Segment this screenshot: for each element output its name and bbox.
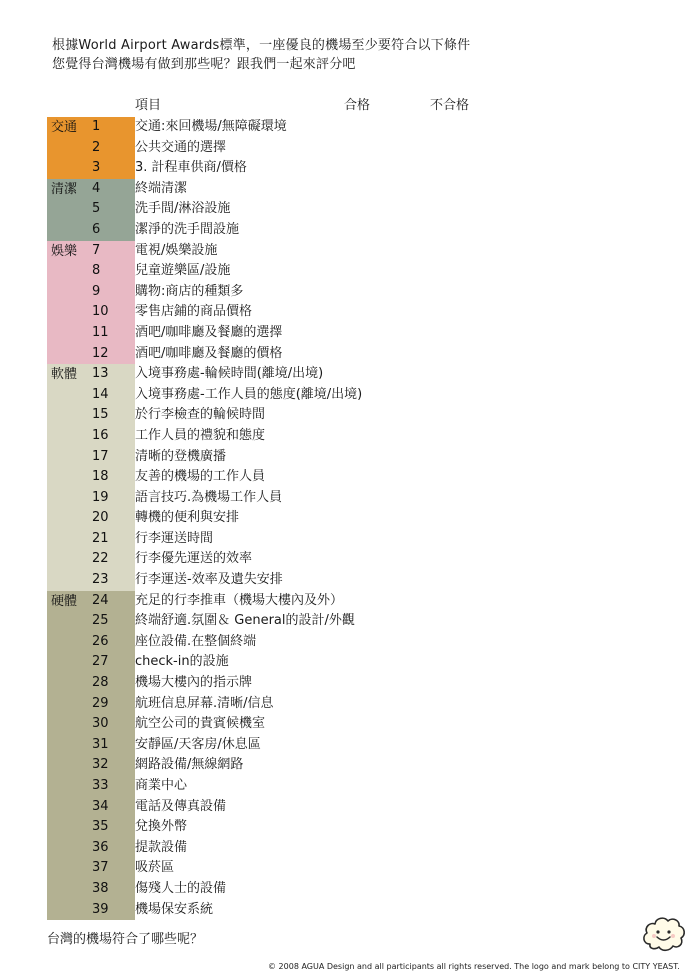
item-column: [135, 364, 607, 591]
category-label: 娛樂: [47, 241, 87, 365]
criteria-item: 商業中心: [135, 778, 188, 793]
criteria-item: 3. 計程車供商/價格: [135, 160, 247, 176]
item-number: 24: [92, 592, 109, 608]
criteria-item: 洗手間/淋浴設施: [135, 201, 231, 217]
header-fail: 不合格: [430, 98, 470, 113]
criteria-item: 工作人員的禮貌和態度: [135, 427, 266, 443]
item-number: 29: [92, 695, 109, 711]
criteria-item: 兌換外幣: [135, 819, 188, 835]
criteria-table: [47, 117, 607, 920]
item-number: 11: [92, 324, 109, 340]
criteria-item: 轉機的便利與安排: [135, 510, 240, 526]
category-label: 交通: [47, 117, 87, 179]
item-number: 32: [92, 757, 109, 773]
item-number: 6: [92, 221, 101, 237]
footer-question: 台灣的機場符合了哪些呢？: [47, 932, 204, 947]
criteria-item: 公共交通的選擇: [135, 139, 227, 155]
item-number: 12: [92, 345, 109, 361]
criteria-item: 終端舒適.氛圍＆ General的設計/外觀: [135, 613, 355, 629]
item-number: 34: [92, 798, 109, 814]
category-group: [47, 241, 607, 365]
item-number: 9: [92, 283, 101, 299]
number-column: [87, 241, 135, 365]
header-item: 項目: [135, 98, 162, 113]
category-group: [47, 179, 607, 241]
criteria-item: 入境事務處-輪候時間(離境/出境): [135, 366, 324, 382]
item-column: [135, 179, 607, 241]
criteria-item: 潔淨的洗手間設施: [135, 221, 240, 237]
criteria-item: 機場保安系統: [135, 901, 214, 917]
item-number: 30: [92, 716, 109, 732]
item-number: 1: [92, 119, 101, 134]
criteria-item: 航空公司的貴賓候機室: [135, 716, 266, 732]
item-number: 13: [92, 366, 109, 382]
criteria-item: 行李運送-效率及遺失安排: [135, 572, 283, 588]
item-number: 17: [92, 448, 109, 464]
criteria-item: 零售店鋪的商品價格: [135, 304, 253, 320]
criteria-item: 吸菸區: [135, 860, 175, 876]
criteria-item: check-in的設施: [135, 654, 229, 670]
criteria-item: 終端清潔: [135, 180, 188, 196]
item-number: 31: [92, 736, 109, 752]
criteria-item: 酒吧/咖啡廳及餐廳的選擇: [135, 324, 283, 340]
item-number: 37: [92, 860, 109, 876]
criteria-item: 購物:商店的種類多: [135, 283, 244, 299]
category-group: [47, 117, 607, 179]
category-group: [47, 364, 607, 591]
item-number: 14: [92, 386, 109, 402]
item-number: 8: [92, 263, 101, 279]
item-number: 19: [92, 489, 109, 505]
category-label: 軟體: [47, 364, 87, 591]
item-number: 16: [92, 427, 109, 443]
criteria-item: 傷殘人士的設備: [135, 880, 227, 896]
item-number: 27: [92, 654, 109, 670]
item-number: 25: [92, 613, 109, 629]
criteria-item: 行李運送時間: [135, 530, 214, 546]
criteria-item: 兒童遊樂區/設施: [135, 263, 231, 279]
item-number: 39: [92, 901, 109, 917]
item-number: 15: [92, 407, 109, 423]
intro-line-1: 根據World Airport Awards標準，一座優良的機場至少要符合以下條件: [52, 38, 471, 53]
category-label: 硬體: [47, 591, 87, 921]
criteria-item: 安靜區/天客房/休息區: [135, 736, 261, 752]
item-number: 23: [92, 572, 109, 588]
criteria-item: 充足的行李推車（機場大樓內及外）: [135, 592, 344, 608]
intro-line-2: 您覺得台灣機場有做到那些呢？跟我們一起來評分吧: [52, 57, 356, 72]
cloud-smiley-icon: [640, 914, 686, 954]
criteria-item: 語言技巧.為機場工作人員: [135, 489, 283, 505]
criteria-item: 交通:來回機場/無障礙環境: [135, 119, 287, 134]
item-number: 5: [92, 201, 101, 217]
item-number: 4: [92, 180, 101, 196]
criteria-item: 入境事務處-工作人員的態度(離境/出境): [135, 386, 363, 402]
item-column: [135, 591, 607, 921]
item-number: 3: [92, 160, 101, 176]
header-pass: 合格: [344, 98, 371, 113]
criteria-item: 行李優先運送的效率: [135, 551, 253, 567]
copyright-notice: © 2008 AGUA Design and all participants all rights reserved. The logo and mark belong to CITY YEAST.: [268, 962, 680, 971]
criteria-item: 提款設備: [135, 839, 188, 855]
number-column: [87, 117, 135, 179]
item-number: 33: [92, 778, 109, 793]
number-column: [87, 179, 135, 241]
item-number: 2: [92, 139, 101, 155]
number-column: [87, 364, 135, 591]
category-label: 清潔: [47, 179, 87, 241]
item-number: 7: [92, 242, 101, 258]
criteria-item: 電視/娛樂設施: [135, 242, 218, 258]
intro-text: [52, 36, 470, 74]
criteria-item: 酒吧/咖啡廳及餐廳的價格: [135, 345, 283, 361]
number-column: [87, 591, 135, 921]
item-number: 21: [92, 530, 109, 546]
item-number: 36: [92, 839, 109, 855]
item-number: 10: [92, 304, 109, 320]
criteria-item: 網路設備/無線網路: [135, 757, 244, 773]
criteria-item: 航班信息屏幕.清晰/信息: [135, 695, 274, 711]
item-number: 26: [92, 633, 109, 649]
category-group: [47, 591, 607, 921]
item-number: 35: [92, 819, 109, 835]
item-number: 28: [92, 675, 109, 691]
criteria-item: 友善的機場的工作人員: [135, 469, 266, 485]
criteria-item: 座位設備.在整個終端: [135, 633, 257, 649]
criteria-item: 於行李檢查的輪候時間: [135, 407, 266, 423]
item-number: 20: [92, 510, 109, 526]
item-column: [135, 241, 607, 365]
item-column: [135, 117, 607, 179]
item-number: 18: [92, 469, 109, 485]
item-number: 22: [92, 551, 109, 567]
item-number: 38: [92, 880, 109, 896]
criteria-item: 機場大樓內的指示牌: [135, 675, 253, 691]
criteria-item: 電話及傳真設備: [135, 798, 227, 814]
criteria-item: 清晰的登機廣播: [135, 448, 227, 464]
